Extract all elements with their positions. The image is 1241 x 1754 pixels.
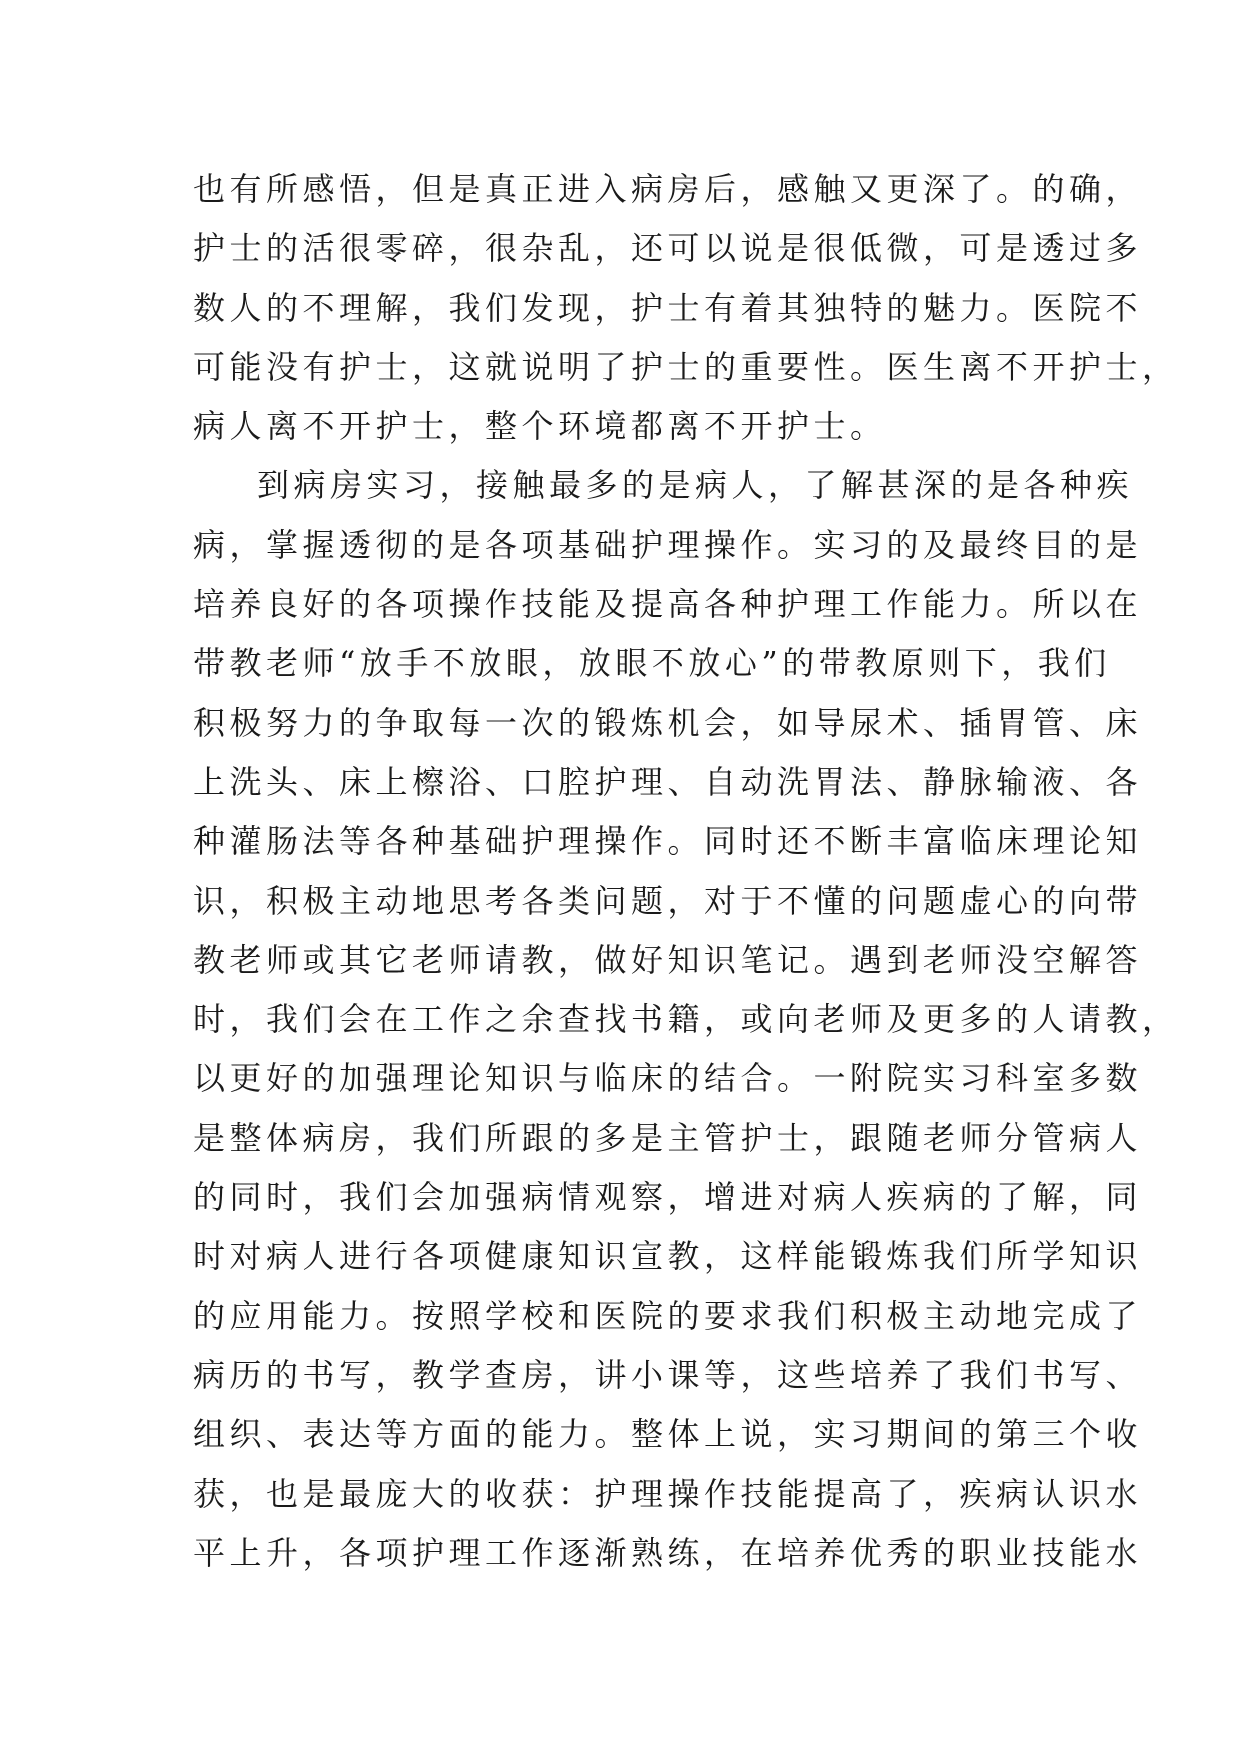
text-line: 带教老师“放手不放眼，放眼不放心”的带教原则下，我们 <box>193 644 1111 683</box>
text-line: 识，积极主动地思考各类问题，对于不懂的问题虚心的向带 <box>193 881 1143 920</box>
text-line: 组织、表达等方面的能力。整体上说，实习期间的第三个收 <box>193 1415 1143 1454</box>
text-line: 积极努力的争取每一次的锻炼机会，如导尿术、插胃管、床 <box>193 703 1143 742</box>
text-line: 培养良好的各项操作技能及提高各种护理工作能力。所以在 <box>193 585 1143 624</box>
text-line: 平上升，各项护理工作逐渐熟练，在培养优秀的职业技能水 <box>193 1533 1143 1572</box>
text-line: 病人离不开护士，整个环境都离不开护士。 <box>193 407 887 446</box>
text-line: 也有所感悟，但是真正进入病房后，感触又更深了。的确， <box>193 170 1143 208</box>
text-line: 时对病人进行各项健康知识宣教，这样能锻炼我们所学知识 <box>193 1237 1143 1276</box>
text-line: 以更好的加强理论知识与临床的结合。一附院实习科室多数 <box>193 1059 1143 1098</box>
paragraph-2 <box>193 456 1179 1583</box>
paragraph-1 <box>193 160 1179 456</box>
text-line: 时，我们会在工作之余查找书籍，或向老师及更多的人请教， <box>193 1000 1179 1039</box>
text-line: 病历的书写，教学查房，讲小课等，这些培养了我们书写、 <box>193 1355 1143 1394</box>
text-line: 数人的不理解，我们发现，护士有着其独特的魅力。医院不 <box>193 288 1143 327</box>
text-line: 是整体病房，我们所跟的多是主管护士，跟随老师分管病人 <box>193 1118 1143 1157</box>
text-line: 病，掌握透彻的是各项基础护理操作。实习的及最终目的是 <box>193 525 1143 564</box>
text-line: 护士的活很零碎，很杂乱，还可以说是很低微，可是透过多 <box>193 229 1143 268</box>
text-line: 教老师或其它老师请教，做好知识笔记。遇到老师没空解答 <box>193 940 1143 979</box>
text-line: 到病房实习，接触最多的是病人，了解甚深的是各种疾 <box>257 466 1134 505</box>
text-line: 获，也是最庞大的收获：护理操作技能提高了，疾病认识水 <box>193 1474 1143 1513</box>
text-line: 的同时，我们会加强病情观察，增进对病人疾病的了解，同 <box>193 1178 1143 1217</box>
text-line: 的应用能力。按照学校和医院的要求我们积极主动地完成了 <box>193 1296 1143 1335</box>
document-body <box>193 160 1179 1583</box>
text-line: 上洗头、床上檫浴、口腔护理、自动洗胃法、静脉输液、各 <box>193 762 1143 801</box>
text-line: 种灌肠法等各种基础护理操作。同时还不断丰富临床理论知 <box>193 822 1143 861</box>
text-line: 可能没有护士，这就说明了护士的重要性。医生离不开护士， <box>193 347 1179 386</box>
